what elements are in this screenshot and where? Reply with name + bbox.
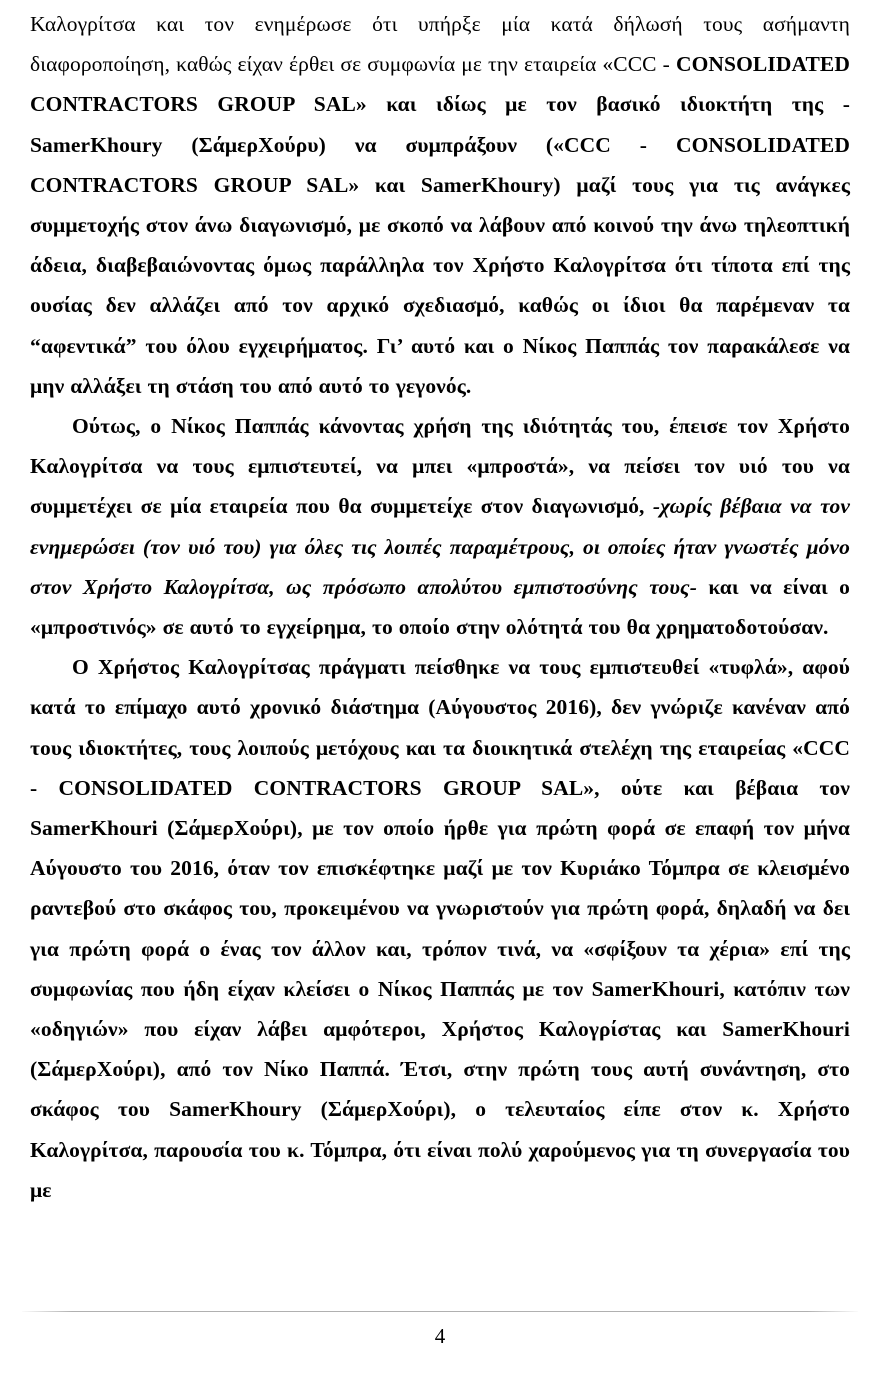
page-footer bbox=[0, 1311, 880, 1347]
paragraph-3-run-bold: Ο Χρήστος Καλογρίτσας πράγματι πείσθηκε να τους εμπιστευθεί «τυφλά», αφού κατά το επίμαχο αυτό χρονικό διάστημα (Αύγουστος 2016), δεν γνώριζε κανέναν από τους ιδιοκτήτες, τους λοιπούς μετόχους και τα διοικητικά στελέχη της εταιρείας «CCC - CONSOLIDATED CONTRACTORS GROUP SAL», ούτε και βέβαια τον SamerKhouri (ΣάμερΧούρι), με τον οποίο ήρθε για πρώτη φορά σε επαφή τον μήνα Αύγουστο του 2016, όταν τον επισκέφτηκε μαζί με τον Κυριάκο Τόμπρα σε κλεισμένο ραντεβού στο σκάφος του, προκειμένου να γνωριστούν για πρώτη φορά, δηλαδή να δει για πρώτη φορά ο ένας τον άλλον και, τρόπον τινά, να «σφίξουν τα χέρια» επί της συμφωνίας που ήδη είχαν κλείσει ο Νίκος Παππάς με τον SamerKhouri, κατόπιν των «οδηγιών» που είχαν λάβει αμφότεροι, Χρήστος Καλογρίστας και SamerKhouri (ΣάμερΧούρι), από τον Νίκο Παππά. Έτσι, στην πρώτη τους αυτή συνάντηση, στο σκάφος του SamerKhoury (ΣάμερΧούρι), ο τελευταίος είπε στον κ. Χρήστο Καλογρίτσα, παρουσία του κ. Τόμπρα, ότι είναι πολύ χαρούμενος για τη συνεργασία του με bbox=[30, 655, 850, 1202]
paragraph-2-run-bold-a: Ούτως, ο Νίκος Παππάς κάνοντας χρήση της ιδιότητάς του, έπεισε τον Χρήστο Καλογρίτσα να τους εμπιστευτεί, να μπει «μπροστά», να πείσει τον υιό του να συμμετέχει σε μία εταιρεία που θα συμμετείχε στον διαγωνισμό, bbox=[30, 414, 850, 519]
footer-separator-rule bbox=[22, 1311, 858, 1312]
document-body bbox=[30, 0, 850, 1210]
paragraph-1-run-bold: CONSOLIDATED CONTRACTORS GROUP SAL» και ιδίως με τον βασικό ιδιοκτήτη της - SamerKhoury (ΣάμερΧούρυ) να συμπράξουν («CCC - CONSOLIDATED CONTRACTORS GROUP SAL» και SamerKhoury) μαζί τους για τις ανάγκες συμμετοχής στον άνω διαγωνισμό, με σκοπό να λάβουν από κοινού την άνω τηλεοπτική άδεια, διαβεβαιώνοντας όμως παράλληλα τον Χρήστο Καλογρίτσα ότι τίποτα επί της ουσίας δεν αλλάζει από τον αρχικό σχεδιασμό, καθώς οι ίδιοι θα παρέμεναν τα “αφεντικά” του όλου εγχειρήματος. Γι’ αυτό και ο Νίκος Παππάς τον παρακάλεσε να μην αλλάξει τη στάση του από αυτό το γεγονός. bbox=[30, 52, 850, 398]
paragraph-1-run-regular: Καλογρίτσα και τον ενημέρωσε ότι υπήρξε μία κατά δήλωσή τους ασήμαντη διαφοροποίηση, καθώς είχαν έρθει σε συμφωνία με την εταιρεία «CCC - bbox=[30, 12, 850, 77]
page-number: 4 bbox=[434, 1324, 446, 1348]
paragraph-2-run-italic: -χωρίς βέβαια να τον ενημερώσει (τον υιό του) για όλες τις λοιπές παραμέτρους, οι οποίες ήταν γνωστές μόνο στον Χρήστο Καλογρίτσα, ως πρόσωπο απολύτου εμπιστοσύνης τους- bbox=[30, 494, 850, 599]
paragraph-3 bbox=[30, 647, 850, 1210]
paragraph-2-run-bold-b: και να είναι ο «μπροστινός» σε αυτό το εγχείρημα, το οποίο στην ολότητά του θα χρηματοδοτούσαν. bbox=[30, 574, 850, 640]
paragraph-1 bbox=[30, 4, 850, 406]
paragraph-2 bbox=[30, 406, 850, 647]
